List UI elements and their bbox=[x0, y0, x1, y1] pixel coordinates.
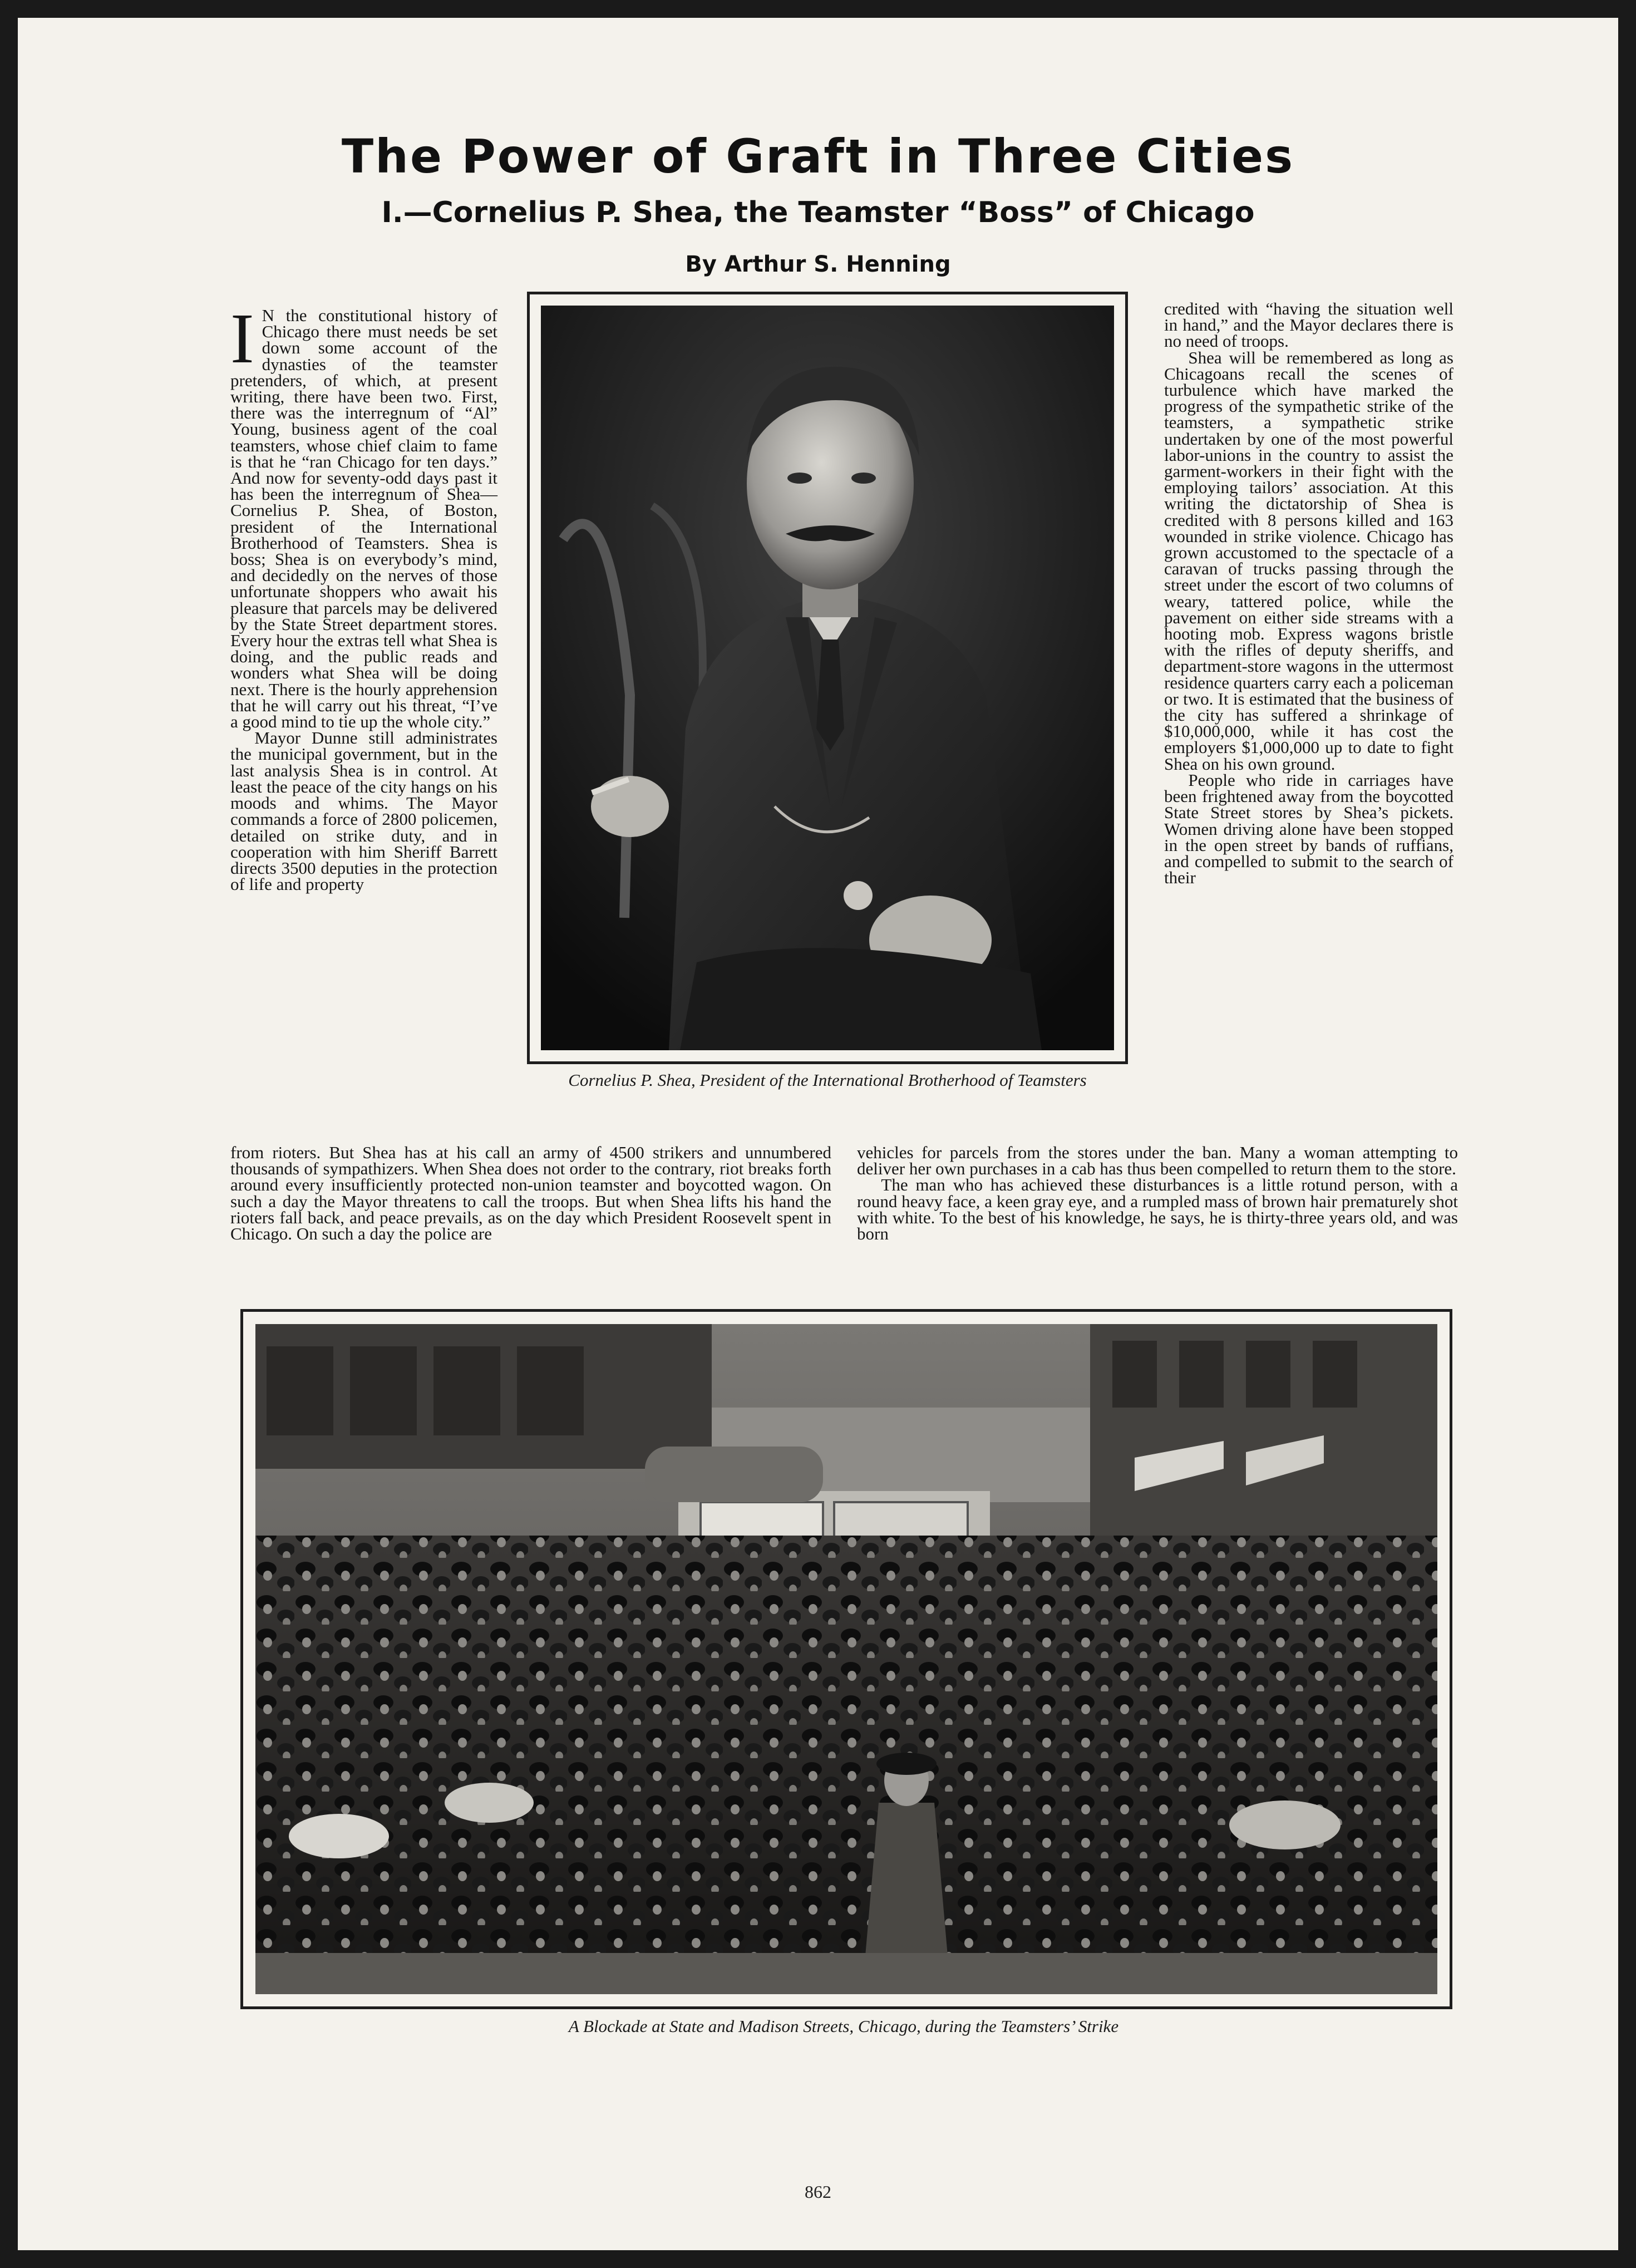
bottom-right-text bbox=[857, 1144, 1458, 1242]
street-photo-caption: A Blockade at State and Madison Streets, Chicago, during the Teamsters’ Strike bbox=[568, 2016, 1119, 2036]
article-subtitle: I.—Cornelius P. Shea, the Teamster “Boss” of Chicago bbox=[381, 196, 1255, 229]
portrait-caption: Cornelius P. Shea, President of the International Brotherhood of Teamsters bbox=[568, 1070, 1087, 1090]
portrait-frame bbox=[527, 292, 1128, 1064]
right-column-paragraph-3: People who ride in carriages have been frightened away from the boycotted State Street stores by Shea’s pickets. Women driving alone have been stopped in the open street by bands of ruffians, and compelled to submit to the search of their bbox=[1164, 770, 1453, 888]
street-photo bbox=[255, 1324, 1437, 1994]
bottom-right-paragraph-1: vehicles for parcels from the stores under the ban. Many a woman attempting to deliver her own purchases in a cab has thus been compelled to return them to the store. bbox=[857, 1143, 1458, 1179]
magazine-page bbox=[18, 18, 1618, 2250]
right-column bbox=[1164, 299, 1453, 888]
article-byline: By Arthur S. Henning bbox=[685, 252, 951, 277]
left-column-paragraph-1: N the constitutional history of Chicago there must needs be set down some account of the dynasties of the teamster pretenders, of which, at present writing, there have been two. First, there was the interregnum of “Al” Young, business agent of the coal teamsters, whose chief claim to fame is that he “ran Chicago for ten days.” And now for seventy-odd days past it has been the interregnum of Shea—Cornelius P. Shea, of Boston, president of the International Brotherhood of Teamsters. Shea is boss; Shea is on everybody’s mind, and decidedly on the nerves of those unfortunate shoppers who await his pleasure that parcels may be delivered by the State Street department stores. Every hour the extras tell what Shea is doing, and the public reads and wonders what Shea will be doing next. There is the hourly apprehension that he will carry out his threat, “I’ve a good mind to tie up the whole city.” bbox=[230, 306, 497, 732]
left-column bbox=[230, 299, 497, 894]
right-column-paragraph-2: Shea will be remembered as long as Chicagoans recall the scenes of turbulence which have marked the progress of the sympathetic strike of the teamsters, a sympathetic strike undertaken by one of the most powerful labor-unions in the country to assist the garment-workers in their fight with the employing tailors’ association. At this writing the dictatorship of Shea is credited with 8 persons killed and 163 wounded in strike violence. Chicago has grown accustomed to the spectacle of a caravan of trucks passing through the street under the escort of two columns of weary, tattered police, while the pavement on either side streams with a hooting mob. Express wagons bristle with the rifles of deputy sheriffs, and department-store wagons in the uttermost residence quarters carry each a policeman or two. It is estimated that the business of the city has suffered a shrinkage of $10,000,000, while it has cost the employers $1,000,000 up to date to fight Shea on his own ground. bbox=[1164, 347, 1453, 774]
bottom-left-text bbox=[230, 1144, 831, 1242]
bottom-right-paragraph-2: The man who has achieved these disturbances is a little rotund person, with a round heavy face, a keen gray eye, and a rumpled mass of brown hair prematurely shot with white. To the best of his knowledge, he says, he is thirty-three years old, and was born bbox=[857, 1175, 1458, 1244]
street-photo-frame bbox=[240, 1309, 1452, 2009]
right-column-paragraph-1: credited with “having the situation well in hand,” and the Mayor declares there is no need of troops. bbox=[1164, 299, 1453, 351]
left-column-paragraph-2: Mayor Dunne still administrates the municipal government, but in the last analysis Shea is in control. At least the peace of the city hangs on his moods and whims. The Mayor commands a force of 2800 policemen, detailed on strike duty, and in cooperation with him Sheriff Barrett directs 3500 deputies in the protection of life and property bbox=[230, 728, 497, 894]
drop-cap: I bbox=[230, 299, 254, 378]
page-number: 862 bbox=[805, 2182, 831, 2202]
portrait-photo bbox=[541, 306, 1114, 1050]
bottom-left-paragraph: from rioters. But Shea has at his call an army of 4500 strikers and unnumbered thousands of sympathizers. When Shea does not order to the contrary, riot breaks forth around every insufficiently protected non-union teamster and boycotted wagon. On such a day the Mayor threatens to call the troops. But when Shea lifts his hand the rioters fall back, and peace prevails, as on the day which President Roosevelt spent in Chicago. On such a day the police are bbox=[230, 1143, 831, 1244]
article-title: The Power of Graft in Three Cities bbox=[341, 129, 1295, 184]
